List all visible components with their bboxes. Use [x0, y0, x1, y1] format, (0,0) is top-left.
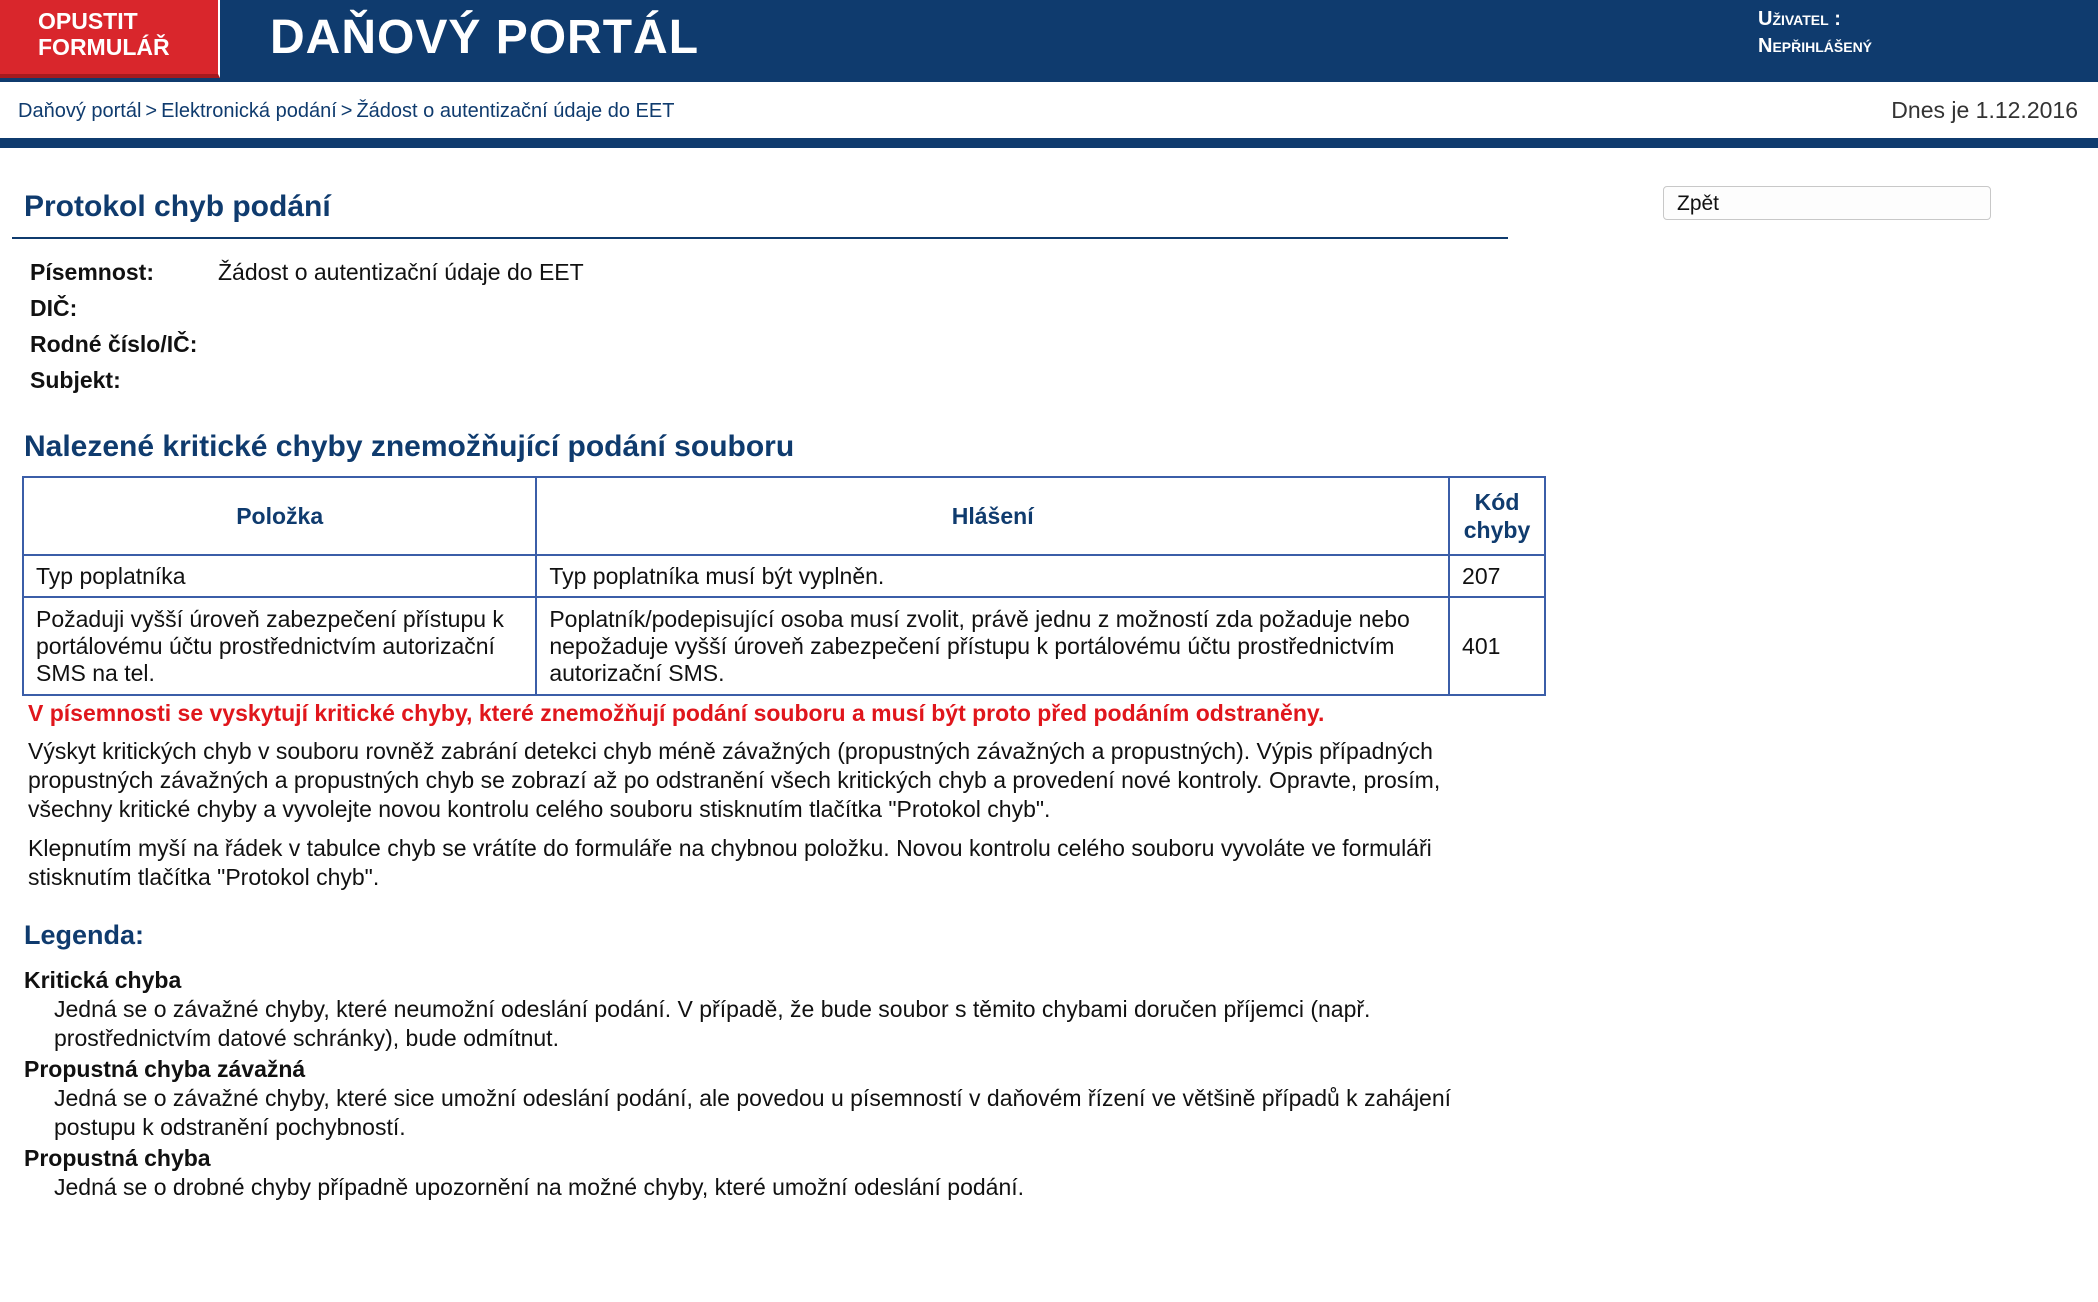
legend-term: Propustná chyba závažná [24, 1056, 306, 1082]
today-date: Dnes je 1.12.2016 [1891, 97, 2078, 123]
column-header-item: Položka [23, 477, 536, 555]
cell-code: 207 [1449, 555, 1545, 597]
cell-message: Typ poplatníka musí být vyplněn. [536, 555, 1449, 597]
info-paragraph: Výskyt kritických chyb v souboru rovněž zabrání detekci chyb méně závažných (propustných závažných a propustných). Výpis případných propustných závažných a propustných chyb se zobrazí až po odstranění všech kritických chyb a provedení nové kontroly. Opravte, prosím, všechny kritické chyby a vyvolejte novou kontrolu celého souboru stisknutím tlačítka "Protokol chyb". [28, 738, 1441, 822]
errors-table [22, 476, 1546, 696]
legend-term: Propustná chyba [24, 1145, 211, 1171]
meta-row-rc [30, 326, 584, 362]
back-button[interactable]: Zpět [1663, 186, 1991, 220]
column-header-message: Hlášení [536, 477, 1449, 555]
user-label: Uživatel : [1758, 8, 1841, 30]
legend-title: Legenda: [24, 920, 145, 950]
column-header-code: Kód chyby [1449, 477, 1545, 555]
user-info [1758, 6, 1872, 60]
meta-value: Žádost o autentizační údaje do EET [218, 259, 584, 285]
meta-row-pisemnost [30, 254, 584, 290]
breadcrumb-bar [0, 82, 2098, 138]
errors-section-title: Nalezené kritické chyby znemožňující podání souboru [24, 430, 795, 463]
meta-label: Rodné číslo/IČ: [30, 331, 198, 357]
breadcrumb [18, 100, 674, 123]
title-divider [12, 237, 1508, 239]
cell-item: Typ poplatníka [23, 555, 536, 597]
cell-item: Požaduji vyšší úroveň zabezpečení přístupu k portálovému účtu prostřednictvím autorizační SMS na tel. [23, 597, 536, 695]
top-header [0, 0, 2098, 82]
legend-term: Kritická chyba [24, 967, 182, 993]
document-meta [30, 254, 584, 398]
portal-title: DAŇOVÝ PORTÁL [270, 11, 700, 64]
breadcrumb-link-eet-request[interactable]: Žádost o autentizační údaje do EET [356, 100, 675, 122]
meta-label: Subjekt: [30, 367, 121, 393]
header-divider [0, 138, 2098, 148]
exit-form-label-line1: OPUSTIT [38, 8, 138, 34]
info-paragraph: Klepnutím myší na řádek v tabulce chyb se vrátíte do formuláře na chybnou položku. Novou kontrolu celého souboru vyvoláte ve formuláři stisknutím tlačítka "Protokol chyb". [28, 835, 1432, 890]
table-header-row [23, 477, 1545, 555]
legend-description: Jedná se o závažné chyby, které sice umožní odeslání podání, ale povedou u písemností v daňovém řízení ve většině případů k zahájení postupu k odstranění pochybností. [54, 1085, 1452, 1140]
meta-row-subjekt [30, 362, 584, 398]
cell-code: 401 [1449, 597, 1545, 695]
critical-notice: V písemnosti se vyskytují kritické chyby, které znemožňují podání souboru a musí být proto před podáním odstraněny. [28, 700, 1325, 726]
meta-row-dic [30, 290, 584, 326]
user-status: Nepřihlášený [1758, 35, 1873, 57]
meta-label: Písemnost: [30, 259, 154, 285]
breadcrumb-separator: > [145, 100, 158, 122]
legend-list [24, 966, 1524, 1204]
breadcrumb-separator: > [340, 100, 353, 122]
table-row[interactable] [23, 597, 1545, 695]
page-title: Protokol chyb podání [24, 190, 331, 223]
breadcrumb-link-electronic-submissions[interactable]: Elektronická podání [161, 100, 337, 122]
cell-message: Poplatník/podepisující osoba musí zvolit, právě jednu z možností zda požaduje nebo nepožaduje vyšší úroveň zabezpečení přístupu k portálovému účtu prostřednictvím autorizační SMS. [536, 597, 1449, 695]
breadcrumb-link-portal[interactable]: Daňový portál [18, 100, 142, 122]
exit-form-label-line2: FORMULÁŘ [38, 34, 170, 60]
table-row[interactable] [23, 555, 1545, 597]
meta-label: DIČ: [30, 295, 78, 321]
legend-description: Jedná se o drobné chyby případně upozornění na možné chyby, které umožní odeslání podání. [54, 1174, 1025, 1200]
legend-description: Jedná se o závažné chyby, které neumožní odeslání podání. V případě, že bude soubor s těmito chybami doručen příjemci (např. prostřednictvím datové schránky), bude odmítnut. [54, 996, 1371, 1051]
exit-form-button[interactable] [0, 0, 220, 78]
